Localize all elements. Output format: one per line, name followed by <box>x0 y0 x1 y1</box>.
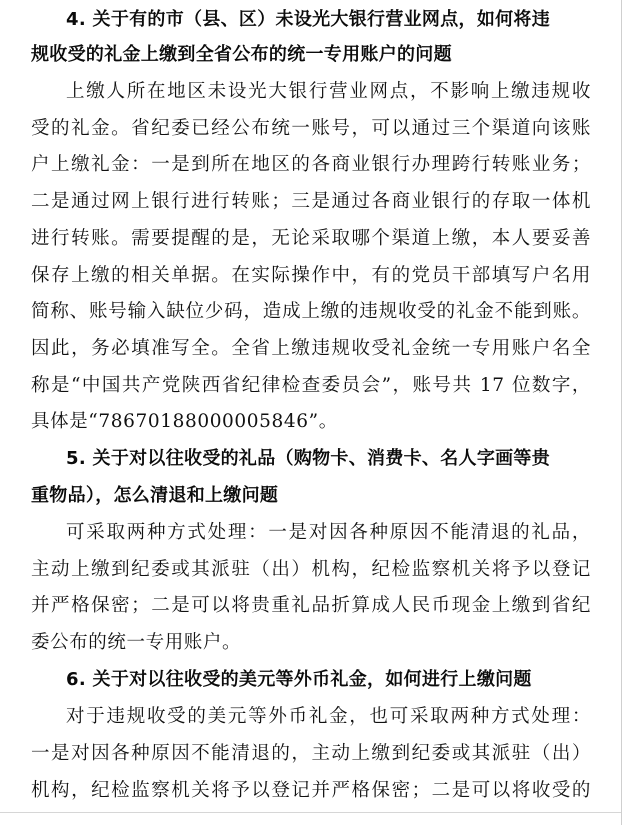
page-bottom-divider <box>0 812 621 813</box>
paragraph-line: 委公布的统一专用账户。 <box>31 632 242 653</box>
heading-6: 6. 关于对以往收受的美元等外币礼金，如何进行上缴问题 <box>66 669 532 690</box>
paragraph-line: 主动上缴到纪委或其派驻（出）机构，纪检监察机关将予以登记 <box>31 559 591 580</box>
paragraph-line: 机构，纪检监察机关将予以登记并严格保密；二是可以将收受的 <box>31 780 591 801</box>
account-number-line: 具体是“78670188000005846”。 <box>31 411 338 432</box>
paragraph-line: 可采取两种方式处理：一是对因各种原因不能清退的礼品， <box>66 522 591 543</box>
paragraph-line: 受的礼金。省纪委已经公布统一账号，可以通过三个渠道向该账 <box>31 118 591 139</box>
heading-4-line-2: 规收受的礼金上缴到全省公布的统一专用账户的问题 <box>31 44 452 65</box>
paragraph-line: 对于违规收受的美元等外币礼金，也可采取两种方式处理： <box>66 706 591 727</box>
paragraph-line: 并严格保密；二是可以将贵重礼品折算成人民币现金上缴到省纪 <box>31 595 591 616</box>
paragraph-line: 简称、账号输入缺位少码，造成上缴的违规收受的礼金不能到账。 <box>31 301 591 322</box>
paragraph-line: 保存上缴的相关单据。在实际操作中，有的党员干部填写户名用 <box>31 265 591 286</box>
paragraph-line: 因此，务必填准写全。全省上缴违规收受礼金统一专用账户名全 <box>31 338 591 359</box>
paragraph-line: 一是对因各种原因不能清退的，主动上缴到纪委或其派驻（出） <box>31 743 591 764</box>
paragraph-line: 进行转账。需要提醒的是，无论采取哪个渠道上缴，本人要妥善 <box>31 228 591 249</box>
heading-5-line-2: 重物品），怎么清退和上缴问题 <box>31 485 279 506</box>
heading-4-line-1: 4. 关于有的市（县、区）未设光大银行营业网点，如何将违 <box>66 9 551 30</box>
paragraph-line: 二是通过网上银行进行转账；三是通过各商业银行的存取一体机 <box>31 191 591 212</box>
paragraph-line: 户上缴礼金：一是到所在地区的各商业银行办理跨行转账业务； <box>31 154 591 175</box>
paragraph-line: 称是“中国共产党陕西省纪律检查委员会”，账号共 17 位数字， <box>31 375 591 396</box>
paragraph-line: 上缴人所在地区未设光大银行营业网点，不影响上缴违规收 <box>66 81 591 102</box>
heading-5-line-1: 5. 关于对以往收受的礼品（购物卡、消费卡、名人字画等贵 <box>66 448 551 469</box>
